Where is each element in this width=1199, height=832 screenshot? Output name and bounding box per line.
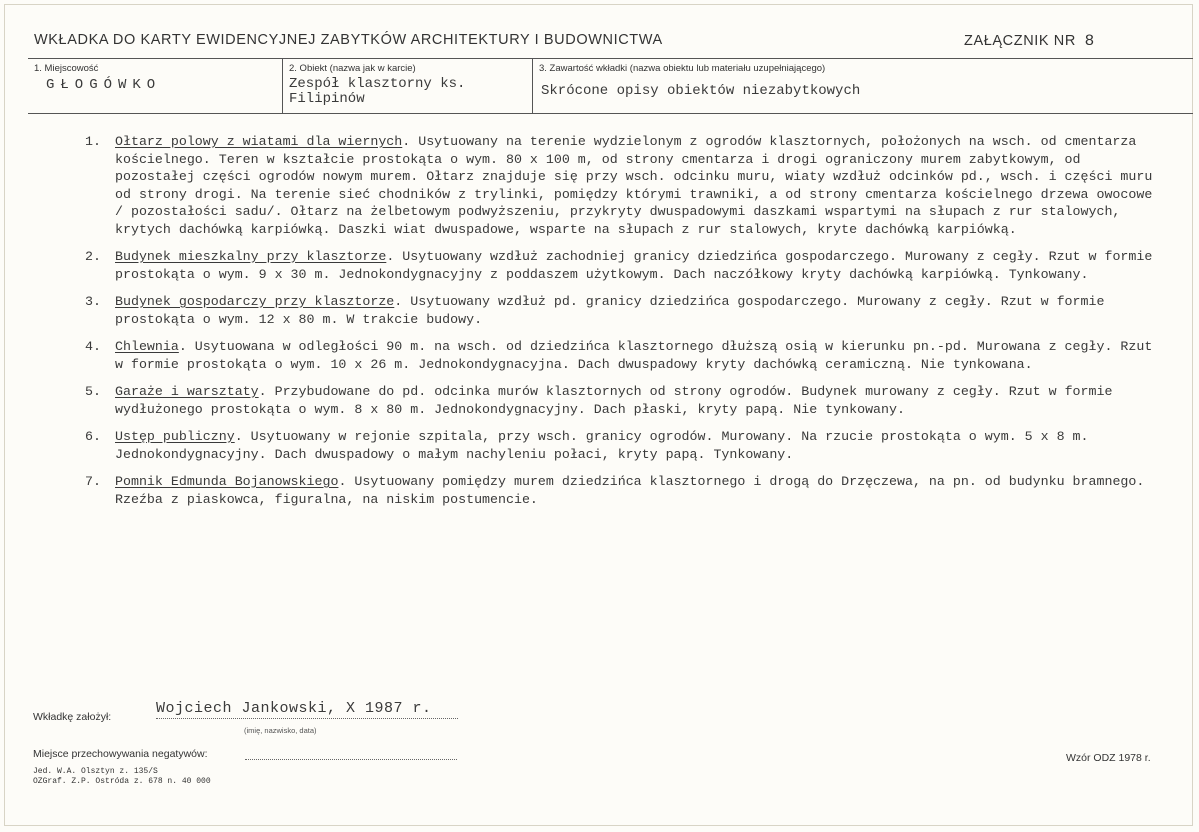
item-text: . Usytuowany wzdłuż zachodniej granicy dziedzińca gospodarczego. Murowany z cegły. Rzut w formie prostokąta o wym. 9 x 30 m. Jednokondygnacyjny z poddaszem użytkowym. Dach naczółkowy kryty dachówką karpiówką. Tynkowany. <box>115 249 1153 282</box>
item-text: . Usytuowany w rejonie szpitala, przy wsch. granicy ogrodów. Murowany. Na rzucie prostokąta o wym. 5 x 8 m. Jednokondygnacyjny. Dach dwuspadowy o małym nachyleniu połaci, kryty papą. Tynkowany. <box>115 429 1089 462</box>
list-item <box>85 293 1160 328</box>
prepared-by-value: Wojciech Jankowski, X 1987 r. <box>156 700 458 719</box>
object-value: Zespół klasztorny ks. Filipinów <box>289 76 466 107</box>
form-title: WKŁADKA DO KARTY EWIDENCYJNEJ ZABYTKÓW ARCHITEKTURY I BUDOWNICTWA <box>34 32 663 48</box>
contents-value: Skrócone opisy obiektów niezabytkowych <box>541 83 861 99</box>
object-field <box>282 59 532 113</box>
list-item <box>85 383 1160 418</box>
item-body <box>115 428 1160 463</box>
header-fields <box>28 58 1193 114</box>
item-text: . Przybudowane do pd. odcinka murów klasztornych od strony ogrodów. Budynek murowany z cegły. Rzut w formie wydłużonego prostokąta o wym. 8 x 80 m. Jednokondygnacyjny. Dach płaski, kryty papą. Nie tynkowany. <box>115 384 1113 417</box>
item-number: 4. <box>85 339 101 354</box>
item-number: 7. <box>85 474 101 489</box>
locality-value: GŁOGÓWKO <box>46 77 162 93</box>
form-pattern-label: Wzór ODZ 1978 r. <box>1066 752 1151 764</box>
list-item <box>85 338 1160 373</box>
item-number: 2. <box>85 249 101 264</box>
item-title: Ołtarz polowy z wiatami dla wiernych <box>115 134 403 149</box>
object-descriptions <box>85 133 1160 518</box>
item-number: 5. <box>85 384 101 399</box>
item-title: Garaże i warsztaty <box>115 384 259 399</box>
print-info-line-2: OZGraf. Z.P. Ostróda z. 678 n. 40 000 <box>33 777 211 786</box>
annex-number: 8 <box>1084 32 1095 50</box>
contents-label: 3. Zawartość wkładki (nazwa obiektu lub materiału uzupełniającego) <box>539 63 826 74</box>
list-item <box>85 428 1160 463</box>
negatives-storage-label: Miejsce przechowywania negatywów: <box>33 748 208 760</box>
annex-label-text: ZAŁĄCZNIK NR <box>964 33 1076 49</box>
item-text: . Usytuowany pomiędzy murem dziedzińca klasztornego i drogą do Drzęczewa, na pn. od budynku bramnego. Rzeźba z piaskowca, figuralna, na niskim postumencie. <box>115 474 1145 507</box>
item-body <box>115 473 1160 508</box>
item-body <box>115 383 1160 418</box>
print-info-line-1: Jed. W.A. Olsztyn z. 135/S <box>33 767 158 776</box>
object-label: 2. Obiekt (nazwa jak w karcie) <box>289 63 416 74</box>
item-number: 1. <box>85 134 101 149</box>
locality-field <box>28 59 282 113</box>
list-item <box>85 133 1160 238</box>
item-body <box>115 133 1160 238</box>
prepared-by-caption: (imię, nazwisko, data) <box>244 726 317 735</box>
item-text: . Usytuowana w odległości 90 m. na wsch. od dziedzińca klasztornego dłuższą osią w kierunku pn.-pd. Murowana z cegły. Rzut w formie prostokąta o wym. 10 x 26 m. Jednokondygnacyjna. Dach dwuspadowy kryty dachówką ceramiczną. Nie tynkowana. <box>115 339 1153 372</box>
item-body <box>115 338 1160 373</box>
prepared-by-label: Wkładkę założył: <box>33 711 112 723</box>
item-title: Pomnik Edmunda Bojanowskiego <box>115 474 339 489</box>
item-body <box>115 248 1160 283</box>
item-title: Budynek mieszkalny przy klasztorze <box>115 249 387 264</box>
item-text: . Usytuowany na terenie wydzielonym z ogrodów klasztornych, położonych na wsch. od cmentarza kościelnego. Teren w kształcie prostokąta o wym. 80 x 100 m, od strony cmentarza i drogi ograniczony murem zabytkowym, od pozostałej części ogrodów nowym murem. Ołtarz znajduje się przy wsch. odcinku muru, wiaty wzdłuż odcinków pd., wsch. i części muru od strony drogi. Na terenie sieć chodników z trylinki, pomiędzy którymi trawniki, a od strony cmentarza kościelnego drzewa owocowe / pozostałości sadu/. Ołtarz na żelbetowym podwyższeniu, przykryty dwuspadowymi daszkami wspartymi na słupach z rur stalowych, krytych dachówką karpiówką. Daszki wiat dwuspadowe, wsparte na słupach z rur stalowych, kryte dachówką karpiówką. <box>115 134 1153 237</box>
list-item <box>85 473 1160 508</box>
item-title: Ustęp publiczny <box>115 429 235 444</box>
annex-label <box>964 32 1095 50</box>
item-body <box>115 293 1160 328</box>
item-title: Budynek gospodarczy przy klasztorze <box>115 294 395 309</box>
item-number: 6. <box>85 429 101 444</box>
item-number: 3. <box>85 294 101 309</box>
negatives-storage-line <box>245 758 457 760</box>
item-title: Chlewnia <box>115 339 179 354</box>
item-text: . Usytuowany wzdłuż pd. granicy dziedzińca gospodarczego. Murowany z cegły. Rzut w formie prostokąta o wym. 12 x 80 m. W trakcie budowy. <box>115 294 1105 327</box>
locality-label: 1. Miejscowość <box>34 63 99 74</box>
list-item <box>85 248 1160 283</box>
contents-field <box>532 59 1193 113</box>
